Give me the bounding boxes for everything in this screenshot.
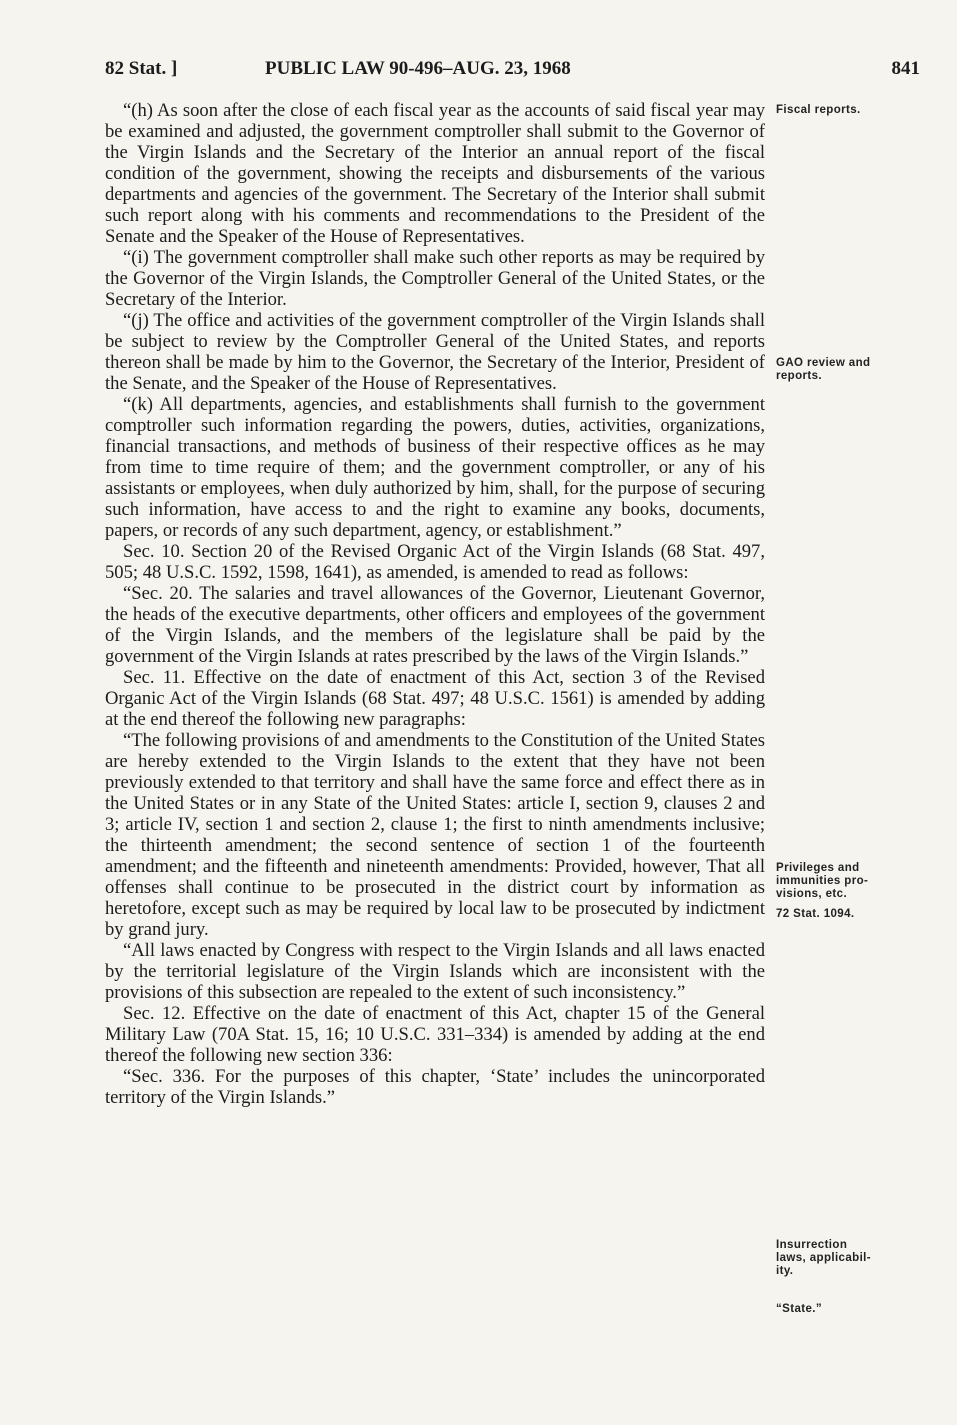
section-11: Sec. 11. Effective on the date of enactment of this Act, section 3 of the Revised Organic Act of the Virgin Islands (68 Stat. 497; 48 U.S.C. 1561) is amended by adding at the end thereof the following new paragraphs: bbox=[105, 667, 765, 730]
note-privileges: Privileges and immunities pro- visions, etc. bbox=[776, 862, 869, 900]
note-gao-review: GAO review and reports. bbox=[776, 357, 871, 382]
statute-volume: 82 Stat. ] bbox=[105, 58, 178, 79]
section-12: Sec. 12. Effective on the date of enactment of this Act, chapter 15 of the General Military Law (70A Stat. 15, 16; 10 U.S.C. 331–334) is amended by adding at the end thereof the following new section 336: bbox=[105, 1003, 765, 1066]
note-insurrection: Insurrection laws, applicabil- ity. bbox=[776, 1239, 871, 1277]
section-10: Sec. 10. Section 20 of the Revised Organic Act of the Virgin Islands (68 Stat. 497, 505; 48 U.S.C. 1592, 1598, 1641), as amended, is amended to read as follows: bbox=[105, 541, 765, 583]
page-number: 841 bbox=[891, 58, 920, 79]
section-20-text: “Sec. 20. The salaries and travel allowances of the Governor, Lieutenant Governor, the heads of the executive departments, other officers and employees of the government of the Virgin Islands, and the members of the legislature shall be paid by the government of the Virgin Islands at rates prescribed by the laws of the Virgin Islands.” bbox=[105, 583, 765, 667]
note-fiscal-reports: Fiscal reports. bbox=[776, 104, 861, 116]
paragraph-k: “(k) All departments, agencies, and establishments shall furnish to the government comptroller such information regarding the powers, duties, activities, organizations, financial transactions, and methods of business of their respective offices as he may from time to time require of them; and the government comptroller, or any of his assistants or employees, when duly authorized by him, shall, for the purpose of securing such information, have access to and the right to examine any books, documents, papers, or records of any such department, agency, or establishment.” bbox=[105, 394, 765, 541]
laws-repealed: “All laws enacted by Congress with respect to the Virgin Islands and all laws enacted by the territorial legislature of the Virgin Islands which are inconsistent with the provisions of this subsection are repealed to the extent of such inconsistency.” bbox=[105, 940, 765, 1003]
constitution-provisions: “The following provisions of and amendments to the Constitution of the United States are hereby extended to the Virgin Islands to the extent that they have not been previously extended to that territory and shall have the same force and effect there as in the United States or in any State of the United States: article I, section 9, clauses 2 and 3; article IV, section 1 and section 2, clause 1; the first to ninth amendments inclusive; the thirteenth amendment; the second sentence of section 1 of the fourteenth amendment; and the fifteenth and nineteenth amendments: Provided, however, That all offenses shall continue to be prosecuted in the district court by information as heretofore, except such as may be required by local law to be prosecuted by indictment by grand jury. bbox=[105, 730, 765, 940]
note-stat-reference: 72 Stat. 1094. bbox=[776, 908, 855, 920]
section-336-text: “Sec. 336. For the purposes of this chapter, ‘State’ includes the unincorporated territory of the Virgin Islands.” bbox=[105, 1066, 765, 1108]
paragraph-h: “(h) As soon after the close of each fiscal year as the accounts of said fiscal year may be examined and adjusted, the government comptroller shall submit to the Governor of the Virgin Islands and the Secretary of the Interior an annual report of the fiscal condition of the government, showing the receipts and disbursements of the various departments and agencies of the government. The Secretary of the Interior shall submit such report along with his comments and recommendations to the President of the Senate and the Speaker of the House of Representatives. bbox=[105, 100, 765, 247]
paragraph-j: “(j) The office and activities of the government comptroller of the Virgin Islands shall be subject to review by the Comptroller General of the United States, and reports thereon shall be made by him to the Governor, the Secretary of the Interior, President of the Senate, and the Speaker of the House of Representatives. bbox=[105, 310, 765, 394]
note-state: “State.” bbox=[776, 1303, 823, 1315]
paragraph-i: “(i) The government comptroller shall make such other reports as may be required by the Governor of the Virgin Islands, the Comptroller General of the United States, or the Secretary of the Interior. bbox=[105, 247, 765, 310]
main-text bbox=[105, 100, 765, 1108]
running-title: PUBLIC LAW 90-496–AUG. 23, 1968 bbox=[265, 58, 571, 79]
page-header bbox=[105, 58, 920, 86]
